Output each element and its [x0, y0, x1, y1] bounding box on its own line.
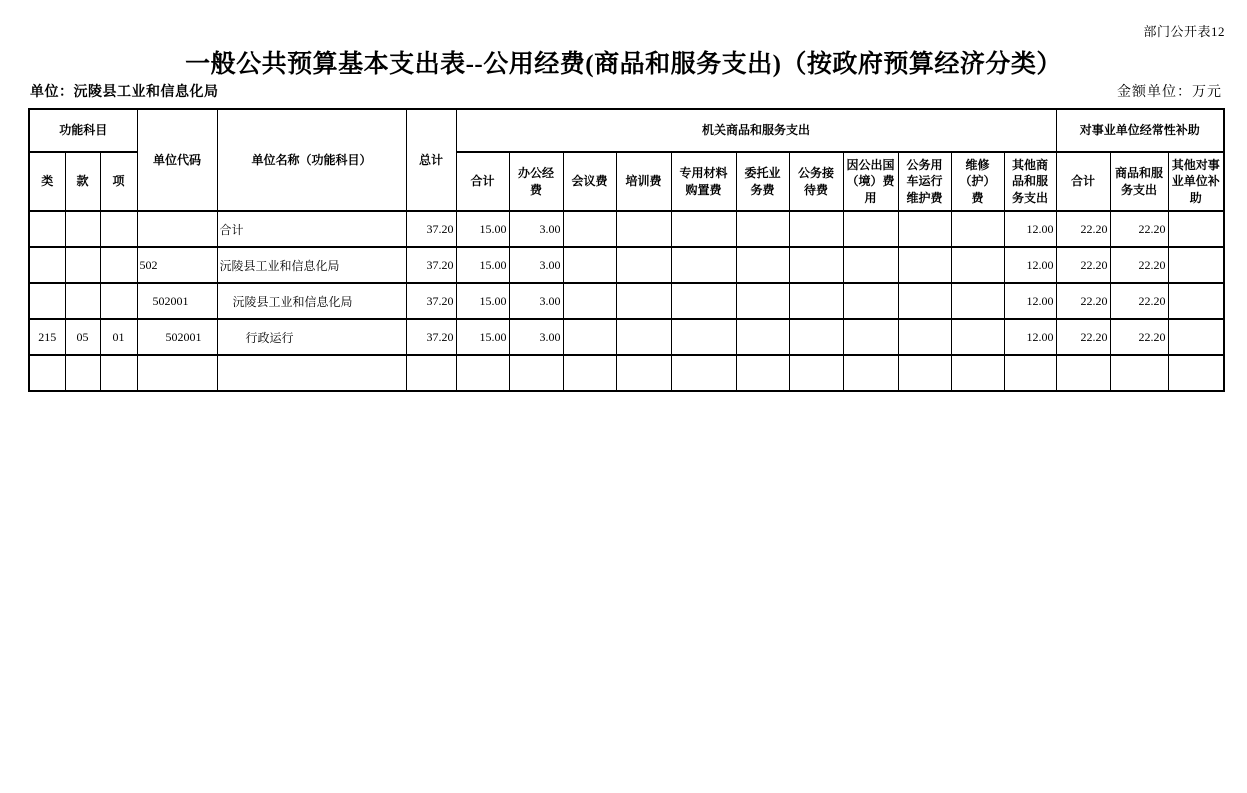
cell-value [843, 247, 898, 283]
cell-value: 22.20 [1056, 247, 1110, 283]
cell-value: 12.00 [1004, 283, 1056, 319]
cell-item: 01 [100, 319, 137, 355]
cell-value: 22.20 [1056, 283, 1110, 319]
cell-value: 37.20 [406, 283, 456, 319]
cell-value: 3.00 [509, 319, 563, 355]
cell-value: 3.00 [509, 211, 563, 247]
table-row [29, 319, 1224, 355]
cell-value [1168, 247, 1224, 283]
cell-unit-name: 行政运行 [217, 319, 406, 355]
cell-value [898, 211, 951, 247]
cell-value [1168, 283, 1224, 319]
cell-value [616, 355, 671, 391]
cell-value [898, 247, 951, 283]
cell-unit-name [217, 355, 406, 391]
cell-value [1004, 355, 1056, 391]
page-title: 一般公共预算基本支出表--公用经费(商品和服务支出)（按政府预算经济分类） [185, 51, 1062, 78]
cell-value: 37.20 [406, 211, 456, 247]
header-section: 款 [65, 152, 100, 211]
cell-value [843, 355, 898, 391]
cell-value [456, 355, 509, 391]
cell-value [843, 211, 898, 247]
cell-value: 22.20 [1110, 211, 1168, 247]
cell-value [671, 283, 736, 319]
cell-section [65, 247, 100, 283]
cell-value [671, 319, 736, 355]
cell-unit-code: 502001 [137, 283, 217, 319]
cell-section [65, 211, 100, 247]
header-agency-subtotal: 合计 [456, 152, 509, 211]
cell-value [616, 283, 671, 319]
header-abroad-expense: 因公出国（境）费用 [843, 152, 898, 211]
cell-value: 3.00 [509, 247, 563, 283]
header-grand-total: 总计 [406, 109, 456, 211]
header-meeting-fee: 会议费 [563, 152, 616, 211]
cell-value [736, 319, 789, 355]
header-row-groups [29, 109, 1224, 152]
cell-value [789, 283, 843, 319]
cell-value [951, 319, 1004, 355]
cell-value: 22.20 [1056, 319, 1110, 355]
cell-unit-code [137, 211, 217, 247]
cell-value [616, 211, 671, 247]
cell-value [563, 247, 616, 283]
cell-item [100, 211, 137, 247]
cell-value [509, 355, 563, 391]
header-office-expense: 办公经费 [509, 152, 563, 211]
cell-value [951, 247, 1004, 283]
header-other-goods-services: 其他商品和服务支出 [1004, 152, 1056, 211]
amount-unit-label: 金额单位：万元 [1117, 85, 1222, 100]
header-special-materials: 专用材料购置费 [671, 152, 736, 211]
cell-unit-code: 502001 [137, 319, 217, 355]
header-institution-subtotal: 合计 [1056, 152, 1110, 211]
table-header [29, 109, 1224, 211]
cell-class [29, 211, 65, 247]
cell-section [65, 355, 100, 391]
header-class: 类 [29, 152, 65, 211]
cell-item [100, 283, 137, 319]
header-repair-fee: 维修（护）费 [951, 152, 1004, 211]
cell-value: 22.20 [1110, 247, 1168, 283]
cell-unit-name: 沅陵县工业和信息化局 [217, 247, 406, 283]
unit-label: 单位：沅陵县工业和信息化局 [30, 85, 219, 100]
cell-value: 22.20 [1056, 211, 1110, 247]
cell-value: 12.00 [1004, 247, 1056, 283]
cell-value: 15.00 [456, 211, 509, 247]
budget-table [28, 108, 1225, 392]
cell-value [671, 211, 736, 247]
cell-value [671, 247, 736, 283]
cell-value [951, 211, 1004, 247]
cell-value [563, 283, 616, 319]
header-other-institution-subsidy: 其他对事业单位补助 [1168, 152, 1224, 211]
cell-value [789, 355, 843, 391]
table-row [29, 247, 1224, 283]
meta-row [30, 81, 1222, 101]
cell-value [616, 319, 671, 355]
header-unit-code: 单位代码 [137, 109, 217, 211]
cell-value [1168, 319, 1224, 355]
cell-value: 37.20 [406, 319, 456, 355]
cell-unit-name: 合计 [217, 211, 406, 247]
cell-value [406, 355, 456, 391]
cell-section: 05 [65, 319, 100, 355]
header-agency-group: 机关商品和服务支出 [456, 109, 1056, 152]
cell-value [898, 283, 951, 319]
cell-value: 15.00 [456, 283, 509, 319]
cell-value [843, 319, 898, 355]
header-official-reception: 公务接待费 [789, 152, 843, 211]
cell-value: 3.00 [509, 283, 563, 319]
cell-class: 215 [29, 319, 65, 355]
cell-value [1168, 355, 1224, 391]
table-row [29, 355, 1224, 391]
cell-value [736, 355, 789, 391]
cell-item [100, 355, 137, 391]
cell-class [29, 283, 65, 319]
cell-value [736, 211, 789, 247]
cell-class [29, 355, 65, 391]
cell-unit-code [137, 355, 217, 391]
cell-value [563, 211, 616, 247]
cell-value [898, 355, 951, 391]
cell-value: 12.00 [1004, 211, 1056, 247]
table-row [29, 211, 1224, 247]
cell-value [736, 247, 789, 283]
cell-value: 12.00 [1004, 319, 1056, 355]
header-institution-group: 对事业单位经常性补助 [1056, 109, 1224, 152]
cell-value [843, 283, 898, 319]
cell-value [1056, 355, 1110, 391]
header-institution-goods-services: 商品和服务支出 [1110, 152, 1168, 211]
cell-value [563, 355, 616, 391]
cell-class [29, 247, 65, 283]
cell-unit-name: 沅陵县工业和信息化局 [217, 283, 406, 319]
table-body [29, 211, 1224, 391]
cell-value [1168, 211, 1224, 247]
cell-value: 15.00 [456, 319, 509, 355]
header-vehicle-maintenance: 公务用车运行维护费 [898, 152, 951, 211]
corner-table-number: 部门公开表12 [1143, 24, 1225, 39]
cell-value [898, 319, 951, 355]
cell-value [563, 319, 616, 355]
cell-value: 37.20 [406, 247, 456, 283]
cell-value [736, 283, 789, 319]
cell-value [671, 355, 736, 391]
cell-value [789, 319, 843, 355]
cell-value [1110, 355, 1168, 391]
cell-value [789, 211, 843, 247]
cell-value [789, 247, 843, 283]
header-commissioned-business: 委托业务费 [736, 152, 789, 211]
cell-section [65, 283, 100, 319]
cell-value: 15.00 [456, 247, 509, 283]
cell-value: 22.20 [1110, 319, 1168, 355]
header-unit-name: 单位名称（功能科目） [217, 109, 406, 211]
header-item: 项 [100, 152, 137, 211]
cell-value [616, 247, 671, 283]
header-training-fee: 培训费 [616, 152, 671, 211]
cell-value: 22.20 [1110, 283, 1168, 319]
cell-item [100, 247, 137, 283]
cell-unit-code: 502 [137, 247, 217, 283]
table-row [29, 283, 1224, 319]
cell-value [951, 355, 1004, 391]
cell-value [951, 283, 1004, 319]
header-function-group: 功能科目 [29, 109, 137, 152]
